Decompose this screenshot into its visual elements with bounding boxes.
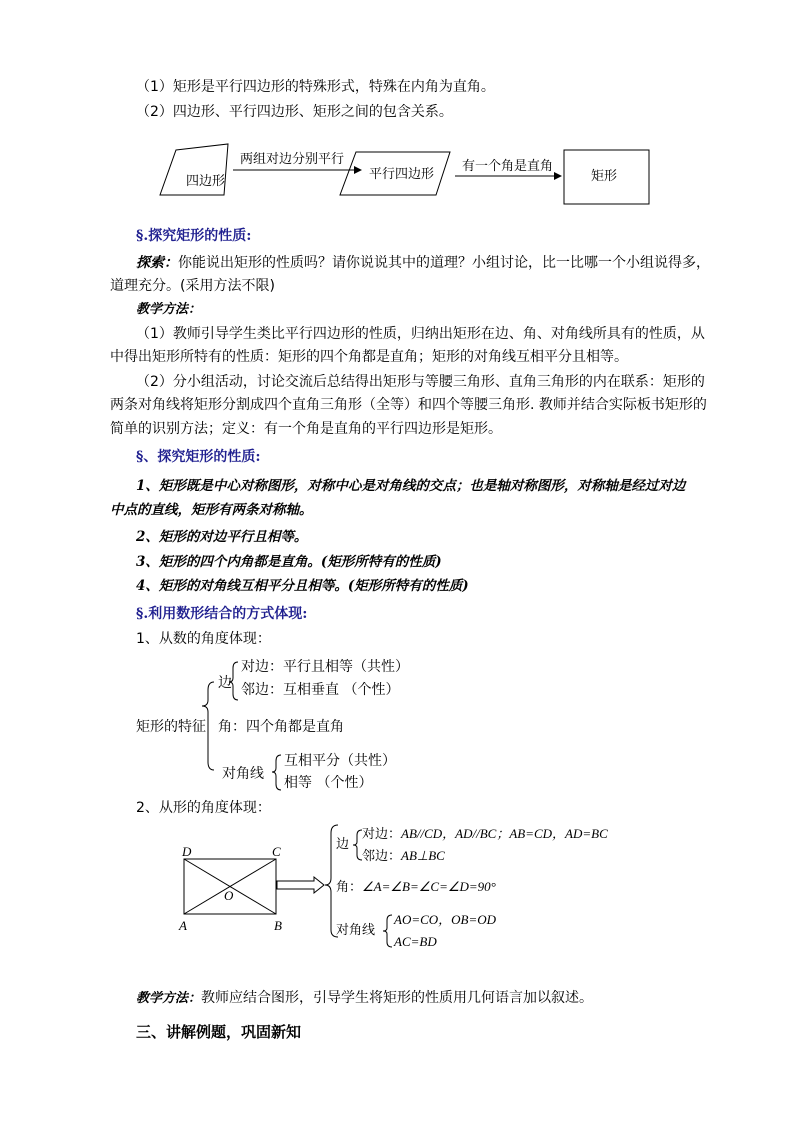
tree1-diag-a: 互相平分（共性） bbox=[284, 753, 396, 769]
figure-label-b: B bbox=[274, 918, 282, 933]
flow-box-quadrilateral: 四边形 bbox=[186, 174, 226, 189]
tree2-side-a-value: AB//CD，AD//BC；AB=CD，AD=BC bbox=[401, 826, 608, 841]
section3-heading: §.利用数形结合的方式体现: bbox=[136, 606, 308, 622]
tree2-diag: 对角线 bbox=[336, 923, 376, 938]
figure-label-c: C bbox=[272, 844, 281, 859]
explore-line-2: 道理充分。(采用方法不限) bbox=[110, 278, 275, 294]
tree2-angle-value: ∠A=∠B=∠C=∠D=90° bbox=[362, 879, 496, 894]
footer-method bbox=[136, 991, 593, 1005]
tree2-diag-b: AC=BD bbox=[394, 934, 437, 949]
footer-method-label: 教学方法： bbox=[136, 991, 202, 1006]
sub-heading-shape: 2、从形的角度体现： bbox=[136, 800, 271, 816]
intro-line-1: （1）矩形是平行四边形的特殊形式，特殊在内角为直角。 bbox=[136, 79, 495, 95]
figure-label-d: D bbox=[182, 844, 192, 859]
p2-line-3: 简单的识别方法；定义：有一个角是直角的平行四边形是矩形。 bbox=[110, 421, 502, 437]
tree1-side-b: 邻边：互相垂直 （个性） bbox=[241, 682, 400, 698]
flow-box-parallelogram: 平行四边形 bbox=[369, 167, 435, 182]
explore-text: 你能说出矩形的性质吗？请你说说其中的道理？小组讨论，比一比哪一个小组说得多， bbox=[178, 255, 710, 271]
tree1-angle: 角：四个角都是直角 bbox=[218, 719, 344, 735]
method-label: 教学方法： bbox=[136, 302, 202, 317]
flow-arrow1-label: 两组对边分别平行 bbox=[240, 152, 345, 167]
tree1-root: 矩形的特征 bbox=[136, 719, 206, 735]
tree2-angle bbox=[336, 880, 496, 894]
p1-line-2: 中得出矩形所特有的性质：矩形的四个角都是直角；矩形的对角线互相平分且相等。 bbox=[110, 349, 628, 365]
intro-line-2: （2）四边形、平行四边形、矩形之间的包含关系。 bbox=[136, 104, 453, 120]
prop-item-3: 3、矩形的四个内角都是直角。(矩形所特有的性质) bbox=[136, 554, 442, 570]
flow-box-rectangle: 矩形 bbox=[591, 169, 618, 184]
tree1-diag-b: 相等 （个性） bbox=[284, 775, 373, 791]
tree2-angle-label: 角： bbox=[336, 880, 363, 895]
footer-method-text: 教师应结合图形，引导学生将矩形的性质用几何语言加以叙述。 bbox=[201, 990, 594, 1006]
p2-line-1: （2）分小组活动，讨论交流后总结得出矩形与等腰三角形、直角三角形的内在联系：矩形的 bbox=[136, 374, 705, 390]
prop-item-1-line-1: 1、矩形既是中心对称图形，对称中心是对角线的交点；也是轴对称图形，对称轴是经过对边 bbox=[136, 478, 686, 494]
arrow-2-head bbox=[554, 172, 562, 180]
flow-arrow2-label: 有一个角是直角 bbox=[462, 159, 554, 174]
tree1-diag: 对角线 bbox=[222, 766, 264, 782]
tree2-side-brace bbox=[353, 830, 362, 860]
sub-heading-number: 1、从数的角度体现： bbox=[136, 631, 271, 647]
section1-heading: §.探究矩形的性质: bbox=[136, 228, 252, 244]
tree2-side-b bbox=[362, 849, 445, 863]
arrow-1-head bbox=[354, 166, 362, 174]
section2-heading: §、探究矩形的性质: bbox=[136, 449, 261, 465]
tree2-side-a-label: 对边： bbox=[362, 827, 402, 842]
tree2-side: 边 bbox=[336, 837, 350, 852]
tree2-diag-brace bbox=[383, 915, 392, 947]
p2-line-2: 两条对角线将矩形分割成四个直角三角形（全等）和四个等腰三角形. 教师并结合实际板书矩形的 bbox=[110, 397, 707, 413]
p1-line-1: （1）教师引导学生类比平行四边形的性质，归纳出矩形在边、角、对角线所具有的性质，从 bbox=[136, 326, 705, 342]
tree1-side-a: 对边：平行且相等（共性） bbox=[241, 659, 409, 675]
tree1-diag-brace bbox=[272, 755, 281, 790]
explore-line-1 bbox=[136, 256, 710, 270]
prop-item-1-line-2: 中点的直线，矩形有两条对称轴。 bbox=[110, 502, 313, 518]
tree1-side: 边 bbox=[218, 675, 232, 691]
tree2-side-b-value: AB⊥BC bbox=[401, 848, 445, 863]
tree2-side-b-label: 邻边： bbox=[362, 849, 402, 864]
tree2-side-a bbox=[362, 827, 608, 841]
tree2-diag-a: AO=CO，OB=OD bbox=[394, 912, 497, 927]
prop-item-2: 2、矩形的对边平行且相等。 bbox=[136, 529, 308, 545]
prop-item-4: 4、矩形的对角线互相平分且相等。(矩形所特有的性质) bbox=[136, 578, 469, 594]
next-section-heading: 三、讲解例题，巩固新知 bbox=[136, 1023, 302, 1041]
figure-label-o: O bbox=[224, 888, 234, 903]
explore-label: 探索： bbox=[136, 255, 178, 271]
figure-to-tree-arrow bbox=[277, 877, 324, 893]
figure-label-a: A bbox=[179, 918, 187, 933]
